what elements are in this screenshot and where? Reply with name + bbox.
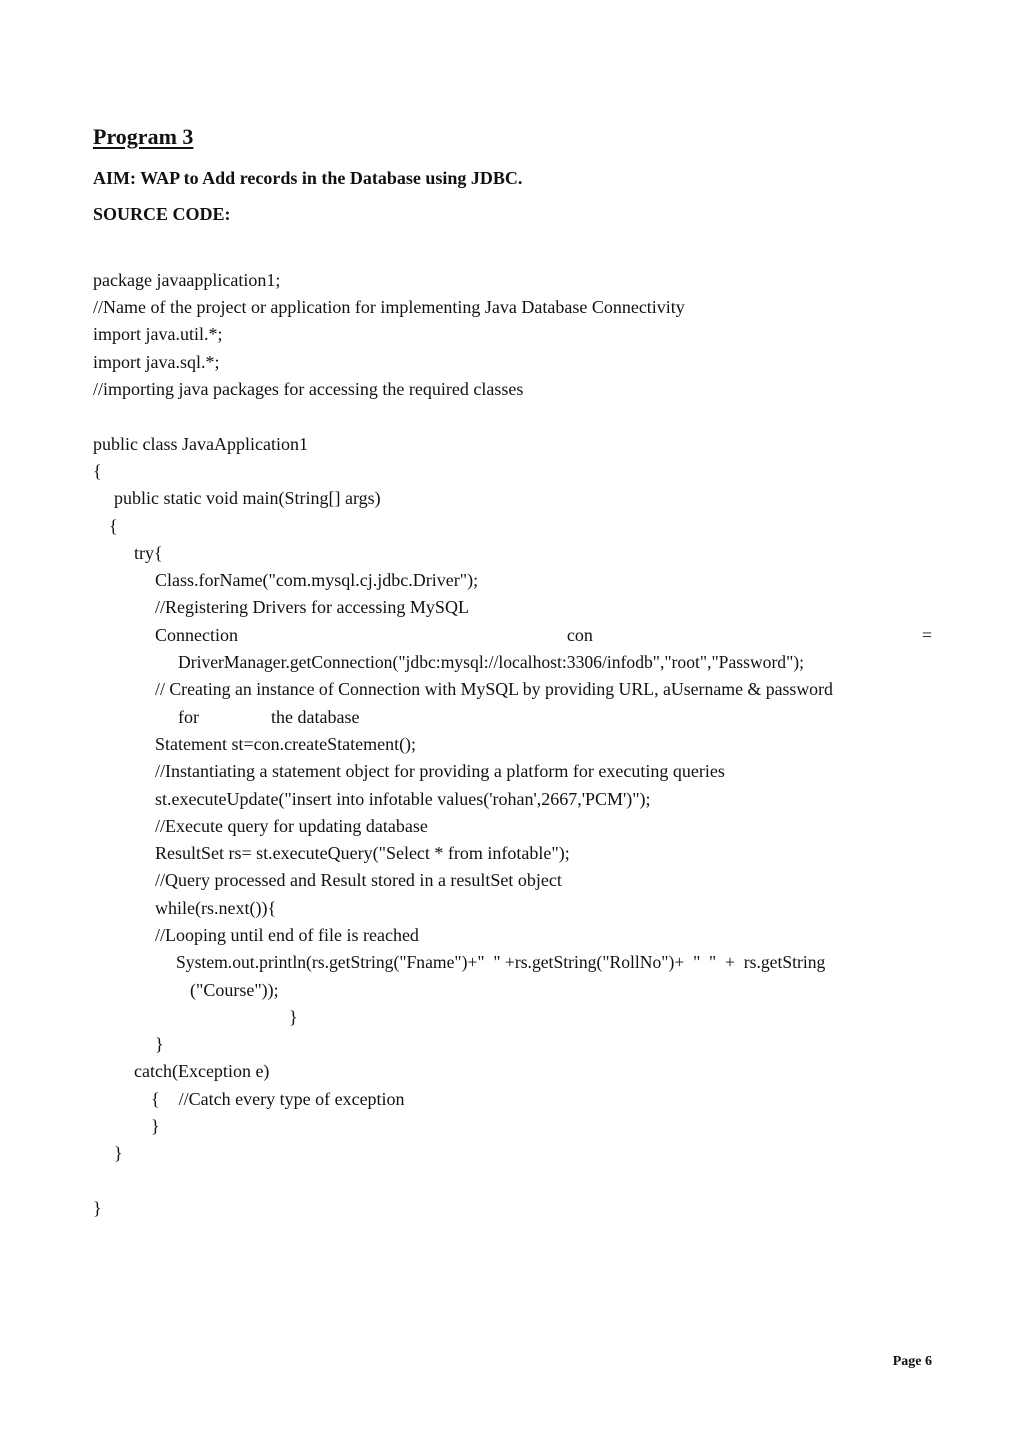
code-line: {: [109, 516, 118, 536]
code-line: while(rs.next()){: [155, 898, 277, 918]
code-line: // Creating an instance of Connection with MySQL by providing URL, aUsername & password: [155, 679, 833, 699]
aim-statement: AIM: WAP to Add records in the Database using JDBC.: [93, 168, 523, 188]
code-line: //Looping until end of file is reached: [155, 925, 419, 945]
code-line: System.out.println(rs.getString("Fname")+" " +rs.getString("RollNo")+ " " + rs.getString: [176, 952, 826, 972]
code-line: }: [155, 1034, 164, 1054]
code-line: //Registering Drivers for accessing MySQL: [155, 597, 469, 617]
code-token: //Catch every type of exception: [178, 1089, 405, 1109]
code-line: public static void main(String[] args): [114, 488, 381, 508]
code-token: for: [178, 707, 199, 727]
code-line-justified: [155, 624, 932, 646]
code-line: }: [114, 1143, 123, 1163]
program-heading: Program 3: [93, 124, 194, 149]
code-line: [178, 706, 359, 728]
code-line: //Execute query for updating database: [155, 816, 428, 836]
code-line: //Instantiating a statement object for providing a platform for executing queries: [155, 761, 725, 781]
code-line: st.executeUpdate("insert into infotable values('rohan',2667,'PCM')");: [155, 789, 651, 809]
code-line: public class JavaApplication1: [93, 434, 308, 454]
code-line: DriverManager.getConnection("jdbc:mysql://localhost:3306/infodb","root","Password");: [178, 652, 805, 672]
code-line: //Name of the project or application for implementing Java Database Connectivity: [93, 297, 685, 317]
code-token: Connection: [155, 625, 238, 645]
code-line: Class.forName("com.mysql.cj.jdbc.Driver");: [155, 570, 479, 590]
code-line: }: [151, 1116, 160, 1136]
code-line: catch(Exception e): [134, 1061, 270, 1081]
code-token: =: [921, 625, 932, 645]
code-line: }: [289, 1007, 298, 1027]
code-line: }: [93, 1198, 102, 1218]
page-number: Page 6: [892, 1354, 932, 1369]
code-line: try{: [134, 543, 163, 563]
code-line: package javaapplication1;: [93, 270, 281, 290]
code-line: {: [93, 461, 102, 481]
source-code-label: SOURCE CODE:: [93, 204, 231, 224]
code-token: con: [566, 625, 593, 645]
code-line: [151, 1088, 405, 1110]
code-token: {: [151, 1089, 160, 1109]
code-line: ("Course"));: [190, 980, 279, 1000]
code-line: ResultSet rs= st.executeQuery("Select * from infotable");: [155, 843, 570, 863]
code-line: //importing java packages for accessing the required classes: [93, 379, 524, 399]
code-line: import java.util.*;: [93, 324, 223, 344]
code-line: import java.sql.*;: [93, 352, 220, 372]
code-token: the database: [271, 707, 360, 727]
code-line: //Query processed and Result stored in a resultSet object: [155, 870, 562, 890]
code-line: Statement st=con.createStatement();: [155, 734, 417, 754]
